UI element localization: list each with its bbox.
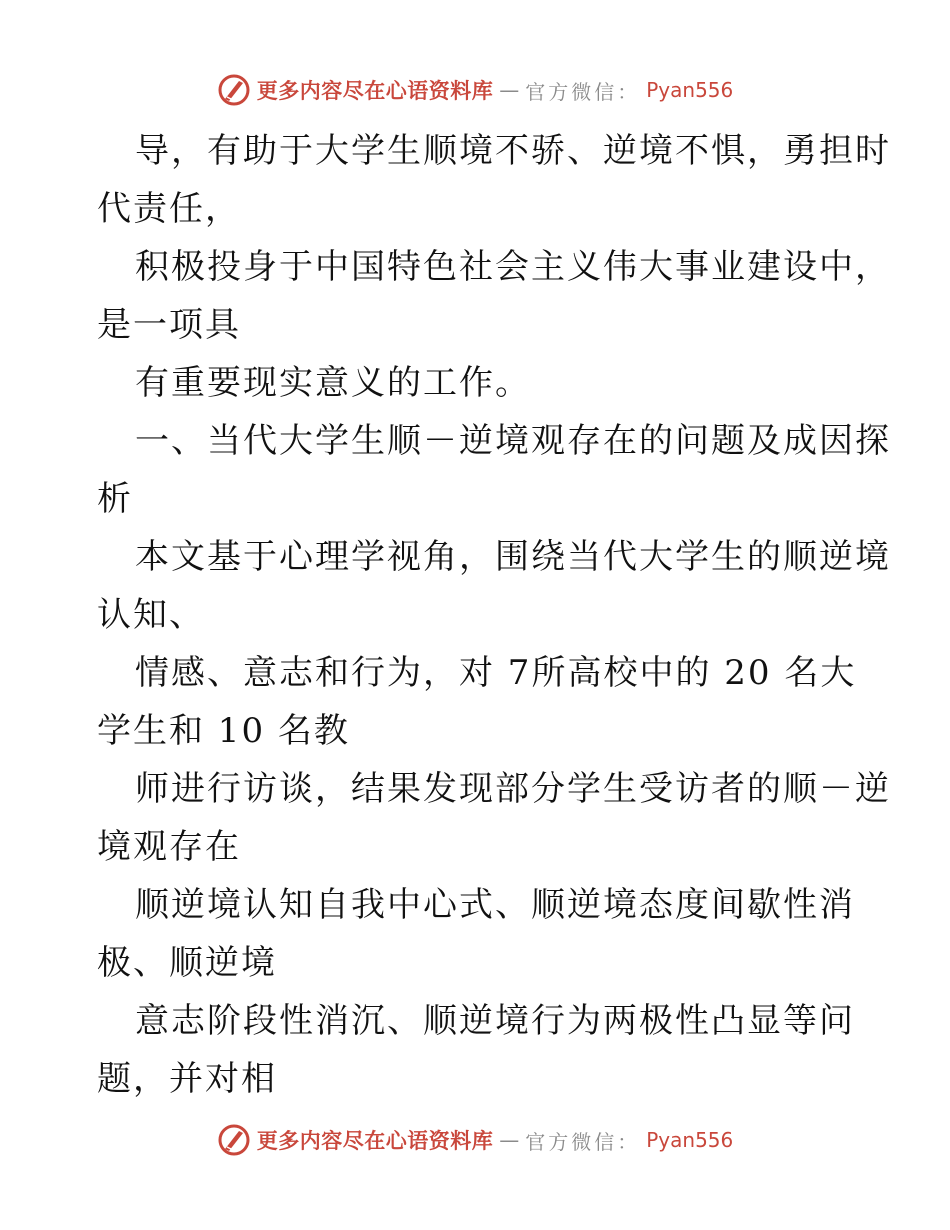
- text-line: 本文基于心理学视角，围绕当代大学生的顺逆境: [135, 537, 891, 577]
- footer-watermark: [0, 1120, 950, 1160]
- text-line: 题，并对相: [97, 1059, 277, 1099]
- document-body: [97, 122, 891, 1108]
- text-line: 学生和 10 名教: [97, 711, 350, 751]
- text-line: 认知、: [97, 595, 205, 635]
- watermark-dash: —: [499, 1128, 520, 1152]
- text-line: 极、顺逆境: [97, 943, 277, 983]
- text-line: 师进行访谈，结果发现部分学生受访者的顺－逆: [135, 769, 891, 809]
- text-line: 境观存在: [97, 827, 241, 867]
- text-line: 一、当代大学生顺－逆境观存在的问题及成因探: [135, 421, 891, 461]
- brand-text: 更多内容尽在心语资料库: [256, 1128, 494, 1153]
- brand-text: 更多内容尽在心语资料库: [256, 78, 494, 103]
- text-line: 意志阶段性消沉、顺逆境行为两极性凸显等问: [135, 1001, 855, 1041]
- wechat-label: 官方微信：: [525, 1129, 641, 1154]
- wechat-label: 官方微信：: [525, 79, 641, 104]
- text-line: 顺逆境认知自我中心式、顺逆境态度间歇性消: [135, 885, 855, 925]
- wechat-id: Pyan556: [646, 78, 734, 102]
- text-line: 情感、意志和行为，对 7所高校中的 20 名大: [135, 653, 857, 693]
- text-line: 代责任，: [97, 189, 241, 229]
- text-line: 有重要现实意义的工作。: [135, 363, 531, 403]
- wechat-id: Pyan556: [646, 1128, 734, 1152]
- quill-logo-icon: [217, 73, 251, 107]
- text-line: 析: [97, 479, 133, 519]
- text-line: 积极投身于中国特色社会主义伟大事业建设中，: [135, 247, 891, 287]
- watermark-dash: —: [499, 78, 520, 102]
- header-watermark: [0, 70, 950, 110]
- quill-logo-icon: [217, 1123, 251, 1157]
- text-line: 导，有助于大学生顺境不骄、逆境不惧，勇担时: [135, 131, 891, 171]
- text-line: 是一项具: [97, 305, 241, 345]
